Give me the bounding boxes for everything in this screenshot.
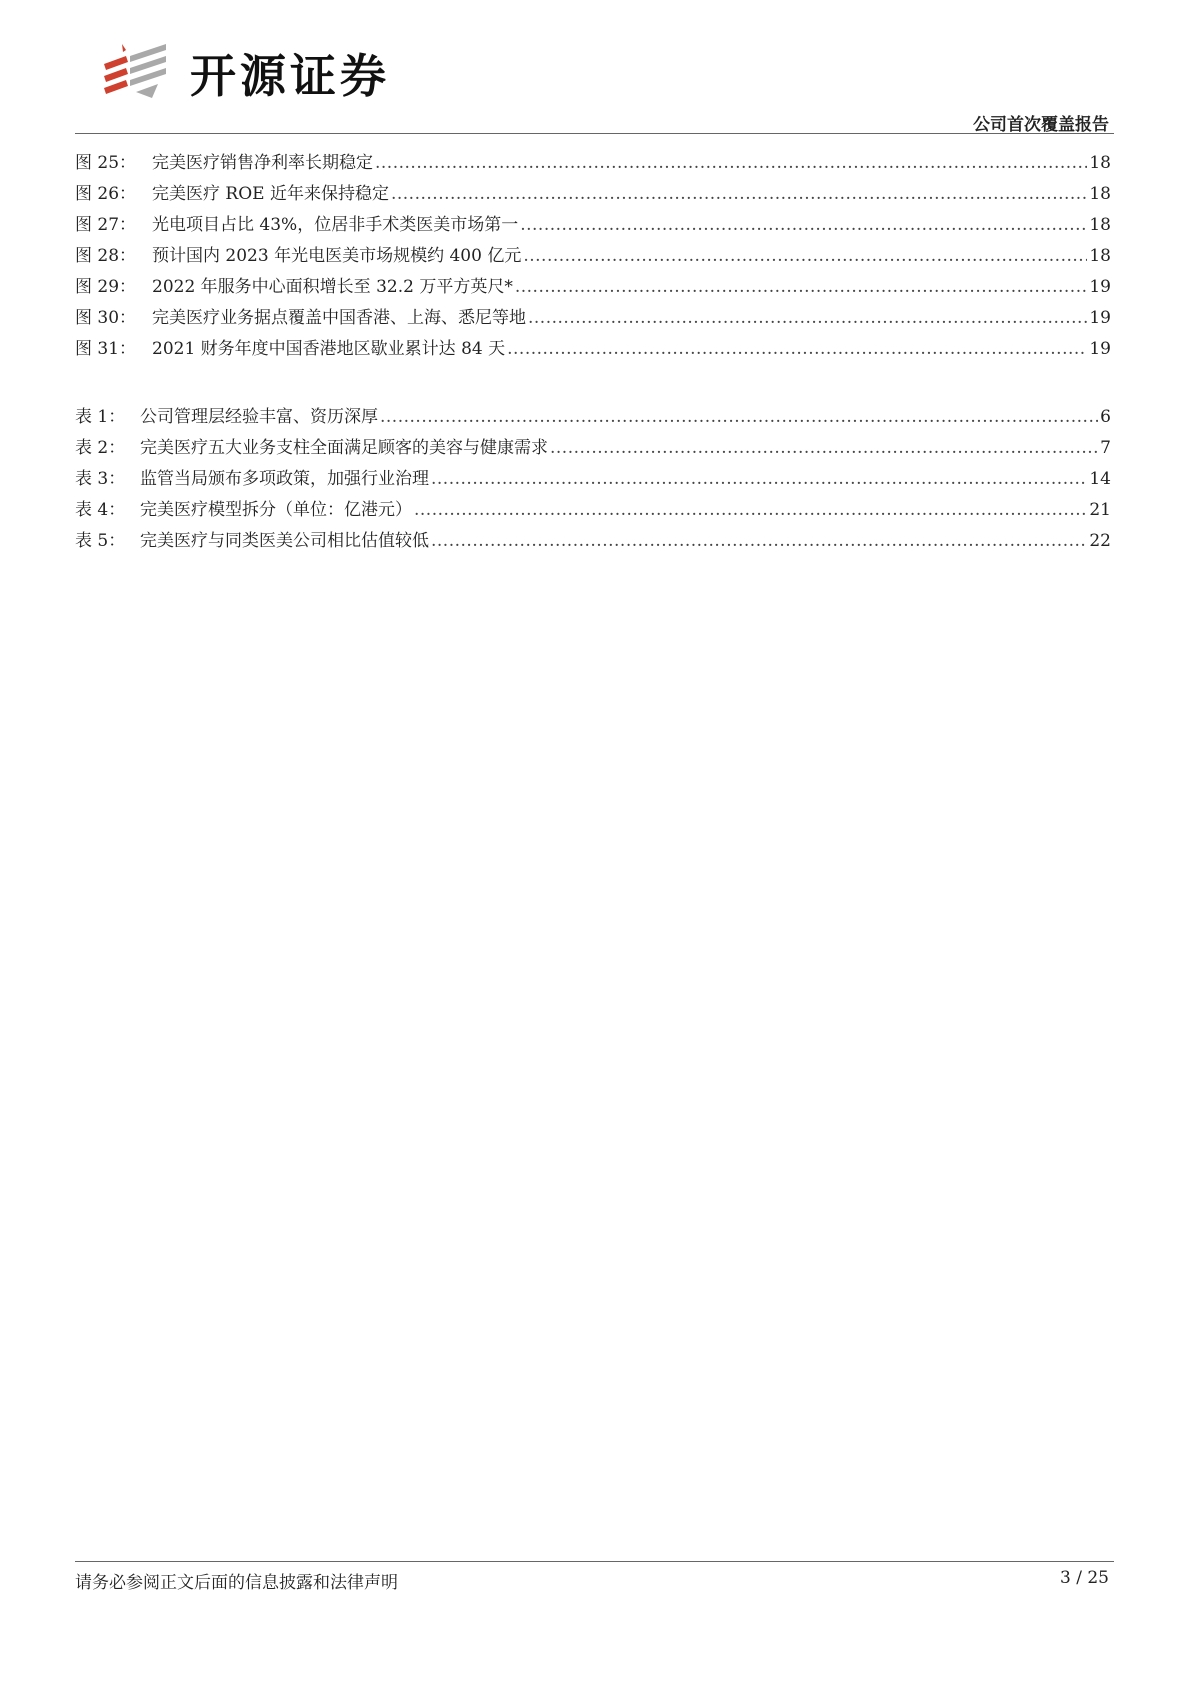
dot-leader (520, 215, 1087, 235)
dot-leader (414, 500, 1087, 520)
dot-leader (528, 308, 1087, 328)
entry-label: 表 3： (75, 469, 126, 489)
entry-title: 公司管理层经验丰富、资历深厚 (140, 407, 378, 427)
entry-label: 图 30： (75, 308, 137, 328)
entry-title: 光电项目占比 43%，位居非手术类医美市场第一 (152, 215, 519, 235)
entry-page[interactable]: 18 (1089, 153, 1111, 173)
entry-page[interactable]: 19 (1089, 339, 1111, 359)
figure-toc-entry[interactable] (75, 148, 1111, 172)
entry-page[interactable]: 7 (1100, 438, 1111, 458)
entry-label: 图 25： (75, 153, 137, 173)
dot-leader (431, 531, 1087, 551)
entry-label: 表 2： (75, 438, 126, 458)
entry-title: 完美医疗 ROE 近年来保持稳定 (152, 184, 389, 204)
entry-label: 图 31： (75, 339, 137, 359)
figure-toc-entry[interactable] (75, 210, 1111, 234)
figure-toc-entry[interactable] (75, 303, 1111, 327)
entry-title: 2022 年服务中心面积增长至 32.2 万平方英尺* (152, 277, 513, 297)
dot-leader (391, 184, 1087, 204)
entry-page[interactable]: 19 (1089, 277, 1111, 297)
entry-title: 2021 财务年度中国香港地区歇业累计达 84 天 (152, 339, 506, 359)
table-toc-entry[interactable] (75, 433, 1111, 457)
table-toc-entry[interactable] (75, 526, 1111, 550)
report-type: 公司首次覆盖报告 (973, 115, 1109, 135)
figure-toc-entry[interactable] (75, 241, 1111, 265)
entry-page[interactable]: 21 (1089, 500, 1111, 520)
entry-page[interactable]: 18 (1089, 184, 1111, 204)
figure-toc-entry[interactable] (75, 272, 1111, 296)
entry-label: 图 29： (75, 277, 137, 297)
page-number: 3 / 25 (1060, 1568, 1109, 1588)
entry-page[interactable]: 18 (1089, 215, 1111, 235)
entry-title: 完美医疗模型拆分（单位：亿港元） (140, 500, 412, 520)
entry-title: 预计国内 2023 年光电医美市场规模约 400 亿元 (152, 246, 522, 266)
table-toc-entry[interactable] (75, 402, 1111, 426)
entry-title: 完美医疗与同类医美公司相比估值较低 (140, 531, 429, 551)
entry-title: 完美医疗五大业务支柱全面满足顾客的美容与健康需求 (140, 438, 548, 458)
entry-label: 表 4： (75, 500, 126, 520)
entry-title: 完美医疗业务据点覆盖中国香港、上海、悉尼等地 (152, 308, 526, 328)
entry-page[interactable]: 14 (1089, 469, 1111, 489)
entry-page[interactable]: 6 (1100, 407, 1111, 427)
entry-page[interactable]: 18 (1089, 246, 1111, 266)
entry-label: 图 28： (75, 246, 137, 266)
dot-leader (523, 246, 1087, 266)
dot-leader (380, 407, 1098, 427)
entry-page[interactable]: 19 (1089, 308, 1111, 328)
company-logo (100, 42, 390, 104)
figure-toc-entry[interactable] (75, 334, 1111, 358)
dot-leader (507, 339, 1087, 359)
dot-leader (375, 153, 1087, 173)
logo-mark-icon (100, 42, 172, 104)
footer-disclaimer: 请务必参阅正文后面的信息披露和法律声明 (75, 1573, 398, 1593)
table-toc-entry[interactable] (75, 464, 1111, 488)
entry-label: 图 27： (75, 215, 137, 235)
dot-leader (515, 277, 1088, 297)
entry-title: 监管当局颁布多项政策，加强行业治理 (140, 469, 429, 489)
table-toc-entry[interactable] (75, 495, 1111, 519)
entry-page[interactable]: 22 (1089, 531, 1111, 551)
entry-title: 完美医疗销售净利率长期稳定 (152, 153, 373, 173)
footer-divider (75, 1561, 1114, 1562)
entry-label: 表 5： (75, 531, 126, 551)
dot-leader (431, 469, 1087, 489)
figure-toc-entry[interactable] (75, 179, 1111, 203)
dot-leader (550, 438, 1098, 458)
brand-name: 开源证券 (190, 49, 390, 103)
entry-label: 表 1： (75, 407, 126, 427)
entry-label: 图 26： (75, 184, 137, 204)
header-divider (75, 133, 1114, 134)
